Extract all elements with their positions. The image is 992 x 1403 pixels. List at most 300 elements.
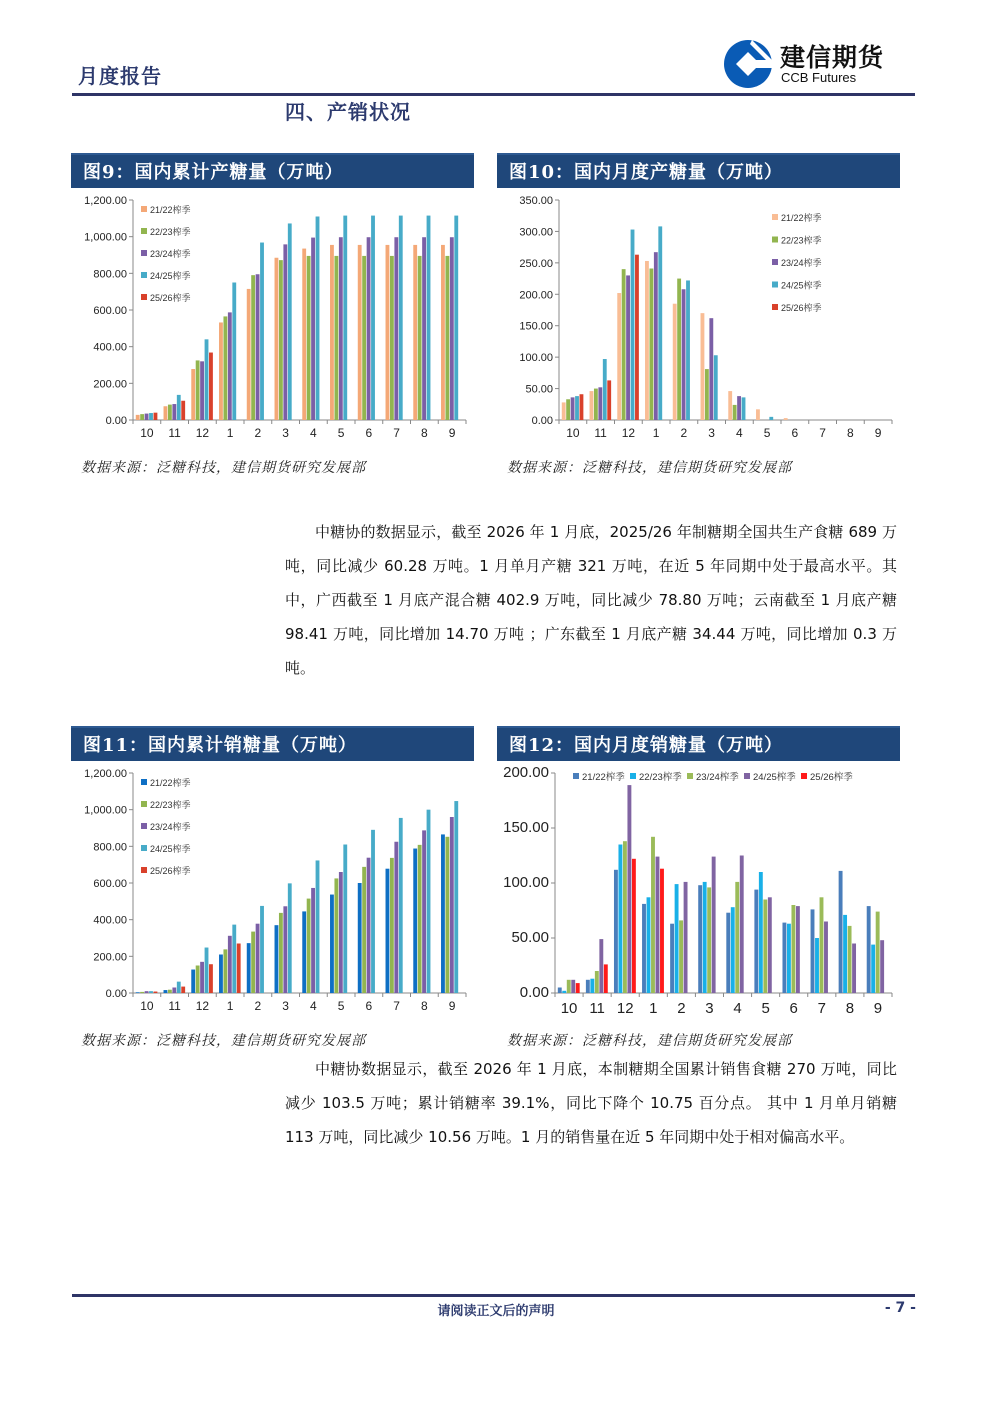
svg-text:2: 2 — [254, 999, 262, 1013]
bar — [867, 906, 871, 993]
bar — [824, 922, 828, 994]
bar — [603, 359, 607, 420]
svg-text:200.00: 200.00 — [93, 951, 127, 964]
bar — [191, 970, 195, 993]
svg-text:0.00: 0.00 — [105, 988, 127, 1000]
svg-text:400.00: 400.00 — [93, 914, 127, 927]
bar — [413, 849, 417, 993]
svg-text:5: 5 — [761, 1000, 770, 1017]
bar — [399, 818, 403, 993]
svg-text:3: 3 — [282, 426, 289, 440]
bar — [247, 289, 251, 420]
bar — [698, 885, 702, 993]
bar — [251, 932, 255, 993]
bar — [876, 912, 880, 993]
svg-text:10: 10 — [566, 426, 580, 440]
svg-text:6: 6 — [789, 1000, 798, 1017]
bar — [571, 397, 575, 420]
svg-text:6: 6 — [365, 999, 373, 1013]
figure-title: 图11：国内累计销糖量（万吨） — [71, 726, 474, 761]
bar — [154, 413, 158, 420]
figure-source: 数据来源：泛糖科技，建信期货研究发展部 — [81, 1033, 366, 1049]
svg-text:200.00: 200.00 — [503, 764, 549, 781]
bar — [334, 878, 338, 993]
bar — [316, 860, 320, 993]
bar — [164, 406, 168, 420]
bar — [164, 990, 168, 993]
bar — [316, 217, 320, 421]
bar-chart — [71, 761, 474, 1026]
figure-10 — [497, 153, 900, 477]
svg-text:24/25榨季: 24/25榨季 — [150, 271, 191, 281]
svg-text:1,200.00: 1,200.00 — [84, 768, 127, 780]
bar — [871, 945, 875, 993]
bar — [614, 870, 618, 993]
bar — [712, 857, 716, 993]
svg-text:250.00: 250.00 — [519, 257, 553, 270]
bar — [627, 785, 631, 993]
svg-text:800.00: 800.00 — [93, 841, 127, 854]
bar — [558, 988, 562, 994]
bar — [209, 964, 213, 993]
bar — [140, 992, 144, 993]
svg-text:0.00: 0.00 — [105, 415, 127, 427]
bar — [656, 857, 660, 993]
svg-text:4: 4 — [733, 1000, 742, 1017]
bar — [422, 237, 426, 420]
bar — [740, 856, 744, 994]
svg-text:21/22榨季: 21/22榨季 — [150, 778, 191, 788]
bar — [386, 245, 390, 420]
bar — [330, 895, 334, 993]
bar — [622, 269, 626, 420]
bar — [371, 830, 375, 993]
svg-text:2: 2 — [677, 1000, 686, 1017]
bar — [631, 230, 635, 420]
bar — [880, 940, 884, 993]
bar — [311, 888, 315, 993]
svg-text:1: 1 — [652, 426, 660, 440]
bar — [709, 318, 713, 420]
figure-11 — [71, 726, 474, 1050]
figure-title: 图12：国内月度销糖量（万吨） — [497, 726, 900, 761]
bar — [735, 882, 739, 993]
bar — [149, 413, 153, 420]
bar — [441, 834, 445, 993]
bar — [399, 216, 403, 420]
svg-text:1: 1 — [226, 999, 234, 1013]
svg-text:12: 12 — [616, 1000, 634, 1017]
svg-text:9: 9 — [448, 999, 456, 1013]
bar — [288, 223, 292, 420]
production-paragraph — [285, 515, 897, 685]
bar-chart — [71, 188, 474, 453]
bar — [701, 313, 705, 420]
bar — [168, 405, 172, 420]
bar — [330, 245, 334, 420]
bar — [418, 256, 422, 420]
bar — [283, 906, 287, 993]
bar — [623, 841, 627, 993]
svg-text:600.00: 600.00 — [93, 878, 127, 890]
svg-text:10: 10 — [140, 426, 154, 440]
bar — [219, 955, 223, 994]
svg-text:4: 4 — [310, 999, 317, 1013]
svg-text:11: 11 — [168, 999, 181, 1013]
bar — [445, 837, 449, 993]
bar — [343, 845, 347, 994]
figure-source: 数据来源：泛糖科技，建信期货研究发展部 — [81, 460, 366, 476]
bar — [256, 274, 260, 420]
svg-text:11: 11 — [594, 426, 607, 440]
bar — [307, 256, 311, 420]
sales-paragraph — [285, 1052, 897, 1154]
bar — [219, 322, 223, 420]
bar — [275, 258, 279, 420]
bar — [679, 920, 683, 993]
svg-text:4: 4 — [736, 426, 743, 440]
bar — [791, 905, 795, 993]
svg-text:25/26榨季: 25/26榨季 — [150, 293, 191, 303]
bar — [394, 842, 398, 993]
bar — [311, 238, 315, 420]
svg-text:11: 11 — [589, 1000, 605, 1017]
page-number: - 7 - — [884, 1300, 916, 1316]
bar — [427, 810, 431, 993]
bar — [580, 394, 584, 420]
bar — [228, 312, 232, 420]
bar — [635, 255, 639, 420]
svg-text:100.00: 100.00 — [503, 874, 549, 891]
bar — [191, 369, 195, 420]
svg-text:800.00: 800.00 — [93, 268, 127, 281]
svg-text:10: 10 — [140, 999, 154, 1013]
svg-text:1,200.00: 1,200.00 — [84, 195, 127, 207]
svg-text:25/26榨季: 25/26榨季 — [150, 866, 191, 876]
bar — [394, 237, 398, 420]
bar — [200, 361, 204, 420]
bar — [599, 939, 603, 993]
svg-text:4: 4 — [310, 426, 317, 440]
svg-text:21/22榨季: 21/22榨季 — [582, 772, 625, 783]
bar — [759, 872, 763, 993]
figure-9 — [71, 153, 474, 477]
bar — [283, 244, 287, 420]
bar — [575, 396, 579, 420]
bar — [307, 899, 311, 993]
bar — [595, 971, 599, 993]
bar — [649, 269, 653, 420]
figure-title: 图9：国内累计产糖量（万吨） — [71, 153, 474, 188]
svg-text:23/24榨季: 23/24榨季 — [696, 772, 739, 783]
bar — [232, 925, 236, 993]
svg-text:150.00: 150.00 — [503, 819, 549, 836]
bar — [172, 988, 176, 994]
bar — [177, 982, 181, 993]
bar — [647, 897, 651, 993]
chart-legend — [141, 777, 191, 876]
logo-name-en: CCB Futures — [781, 70, 857, 85]
svg-text:22/23榨季: 22/23榨季 — [639, 772, 682, 783]
bar — [660, 869, 664, 993]
bar — [703, 882, 707, 993]
bar — [454, 216, 458, 420]
bar — [358, 883, 362, 993]
bar — [196, 360, 200, 420]
bar — [181, 987, 185, 993]
svg-text:5: 5 — [763, 426, 771, 440]
svg-text:0.00: 0.00 — [531, 415, 553, 427]
bar — [566, 399, 570, 420]
svg-text:600.00: 600.00 — [93, 305, 127, 317]
svg-text:5: 5 — [337, 999, 345, 1013]
svg-text:8: 8 — [845, 1000, 855, 1017]
bar — [737, 396, 741, 420]
bar — [223, 316, 227, 420]
bar — [334, 256, 338, 420]
chart-legend — [573, 771, 853, 783]
bar — [140, 414, 144, 420]
svg-text:3: 3 — [282, 999, 289, 1013]
bar — [784, 418, 788, 420]
sales-text: 中糖协数据显示，截至 2026 年 1 月底，本制糖期全国累计销售食糖 270 万吨，同比减少 103.5 万吨；累计销糖率 39.1%，同比下降个 10.75 百分点。 其中 1 月单月销糖 113 万吨，同比减少 10.56 万吨。1 月的销售量在近 5 年同期中处于相对偏高水平。 — [285, 1060, 897, 1146]
svg-text:2: 2 — [680, 426, 688, 440]
figure-title: 图10：国内月度产糖量（万吨） — [497, 153, 900, 188]
bar — [645, 261, 649, 420]
bar — [590, 391, 594, 420]
bar — [731, 907, 735, 993]
bar — [590, 979, 594, 993]
bar — [418, 845, 422, 993]
bar — [256, 924, 260, 993]
figure-12 — [497, 726, 900, 1050]
svg-text:0.00: 0.00 — [519, 984, 549, 1001]
bar — [571, 980, 575, 993]
bar — [839, 871, 843, 993]
footer-divider — [72, 1294, 915, 1297]
bar — [756, 409, 760, 420]
chart-legend — [141, 204, 191, 303]
chart-legend — [772, 212, 822, 313]
svg-text:25/26榨季: 25/26榨季 — [781, 303, 822, 313]
bar — [742, 397, 746, 420]
bar — [247, 943, 251, 993]
bar — [196, 966, 200, 994]
chart-cumulative-sales — [71, 761, 474, 1026]
bar — [358, 245, 362, 420]
bar — [371, 216, 375, 420]
svg-text:1: 1 — [226, 426, 234, 440]
bar — [279, 913, 283, 993]
bar — [343, 216, 347, 420]
svg-text:12: 12 — [195, 426, 210, 440]
bar — [670, 924, 674, 993]
svg-text:21/22榨季: 21/22榨季 — [781, 213, 822, 223]
bar — [754, 890, 758, 993]
svg-text:5: 5 — [337, 426, 345, 440]
svg-text:7: 7 — [393, 999, 400, 1013]
bar — [617, 293, 621, 420]
bar — [251, 275, 255, 420]
svg-text:50.00: 50.00 — [525, 383, 553, 396]
svg-text:300.00: 300.00 — [519, 226, 553, 239]
bar — [181, 401, 185, 420]
bar — [815, 938, 819, 993]
svg-text:6: 6 — [791, 426, 799, 440]
chart-monthly-sales — [497, 761, 900, 1026]
bar — [820, 897, 824, 993]
bar — [177, 395, 181, 420]
bar — [205, 948, 209, 993]
bar — [237, 944, 241, 994]
bar — [654, 252, 658, 420]
svg-text:2: 2 — [254, 426, 262, 440]
bar — [677, 279, 681, 420]
bar — [726, 913, 730, 993]
bar — [390, 858, 394, 993]
figure-source: 数据来源：泛糖科技，建信期货研究发展部 — [507, 1033, 792, 1049]
bar — [228, 936, 232, 993]
bar — [728, 391, 732, 420]
report-type-label: 月度报告 — [78, 64, 162, 88]
bar — [562, 991, 566, 993]
bar — [339, 872, 343, 993]
bar — [154, 992, 158, 993]
bar — [413, 245, 417, 420]
bar — [168, 990, 172, 993]
bar-chart — [497, 761, 900, 1026]
svg-text:50.00: 50.00 — [511, 929, 549, 946]
bar — [782, 923, 786, 993]
svg-text:200.00: 200.00 — [93, 378, 127, 391]
bar — [607, 380, 611, 420]
bar — [796, 906, 800, 993]
svg-text:12: 12 — [621, 426, 636, 440]
bar — [598, 387, 602, 420]
bar — [260, 243, 264, 420]
bar — [576, 983, 580, 993]
company-logo — [722, 38, 917, 90]
bar — [675, 884, 679, 993]
svg-text:200.00: 200.00 — [519, 289, 553, 302]
svg-text:22/23榨季: 22/23榨季 — [781, 235, 822, 246]
bar — [673, 304, 677, 420]
bar — [136, 415, 140, 420]
bar — [145, 414, 149, 420]
bar — [422, 830, 426, 993]
bar — [567, 980, 571, 993]
bar — [302, 249, 306, 420]
bar — [260, 906, 264, 993]
svg-text:7: 7 — [819, 426, 826, 440]
bar — [200, 962, 204, 993]
svg-text:6: 6 — [365, 426, 373, 440]
svg-text:1,000.00: 1,000.00 — [84, 231, 127, 244]
svg-text:10: 10 — [560, 1000, 578, 1017]
svg-text:24/25榨季: 24/25榨季 — [753, 772, 796, 783]
bar-chart — [497, 188, 900, 453]
bar — [302, 911, 306, 993]
svg-text:23/24榨季: 23/24榨季 — [150, 822, 191, 832]
bar — [275, 925, 279, 993]
svg-text:22/23榨季: 22/23榨季 — [150, 227, 191, 237]
bar — [136, 992, 140, 993]
bar — [632, 859, 636, 993]
bar — [367, 237, 371, 420]
svg-text:24/25榨季: 24/25榨季 — [781, 280, 822, 291]
section-title: 四、产销状况 — [285, 100, 411, 124]
bar — [658, 226, 662, 420]
svg-text:11: 11 — [168, 426, 181, 440]
bar — [642, 904, 646, 993]
svg-text:100.00: 100.00 — [519, 352, 553, 365]
bar — [768, 897, 772, 993]
bar — [705, 369, 709, 420]
bar — [626, 275, 630, 420]
bar — [279, 260, 283, 420]
svg-text:12: 12 — [195, 999, 210, 1013]
bar — [586, 980, 590, 993]
bar — [445, 256, 449, 420]
bar — [454, 801, 458, 993]
bar — [450, 817, 454, 993]
svg-text:24/25榨季: 24/25榨季 — [150, 844, 191, 854]
bar — [811, 909, 815, 993]
svg-text:8: 8 — [421, 426, 428, 440]
chart-cumulative-production — [71, 188, 474, 453]
svg-text:1,000.00: 1,000.00 — [84, 804, 127, 817]
bar — [223, 949, 227, 993]
bar — [209, 353, 213, 420]
bar — [651, 837, 655, 993]
bar — [562, 402, 566, 420]
bar — [787, 924, 791, 993]
bar — [707, 887, 711, 993]
figure-source: 数据来源：泛糖科技，建信期货研究发展部 — [507, 460, 792, 476]
svg-text:9: 9 — [448, 426, 456, 440]
footer-disclaimer-link[interactable]: 请阅读正文后的声明 — [437, 1304, 555, 1319]
svg-text:1: 1 — [649, 1000, 658, 1017]
bar — [362, 256, 366, 420]
bar — [684, 882, 688, 993]
bar — [288, 883, 292, 993]
svg-text:350.00: 350.00 — [519, 195, 553, 207]
bar — [386, 869, 390, 993]
bar — [172, 404, 176, 420]
bar — [441, 245, 445, 420]
bar — [145, 991, 149, 993]
bar — [714, 355, 718, 420]
svg-text:9: 9 — [874, 426, 882, 440]
ccb-logo-icon — [722, 38, 774, 90]
svg-text:8: 8 — [847, 426, 854, 440]
bar — [686, 280, 690, 420]
svg-text:7: 7 — [817, 1000, 826, 1017]
bar — [450, 237, 454, 420]
bar — [843, 915, 847, 993]
bar — [149, 991, 153, 993]
svg-text:7: 7 — [393, 426, 400, 440]
bar — [390, 256, 394, 420]
chart-monthly-production — [497, 188, 900, 453]
svg-text:23/24榨季: 23/24榨季 — [150, 249, 191, 259]
bar — [848, 926, 852, 993]
svg-text:23/24榨季: 23/24榨季 — [781, 258, 822, 268]
bar — [604, 964, 608, 993]
svg-text:9: 9 — [873, 1000, 883, 1017]
bar — [232, 283, 236, 421]
bar — [339, 237, 343, 420]
